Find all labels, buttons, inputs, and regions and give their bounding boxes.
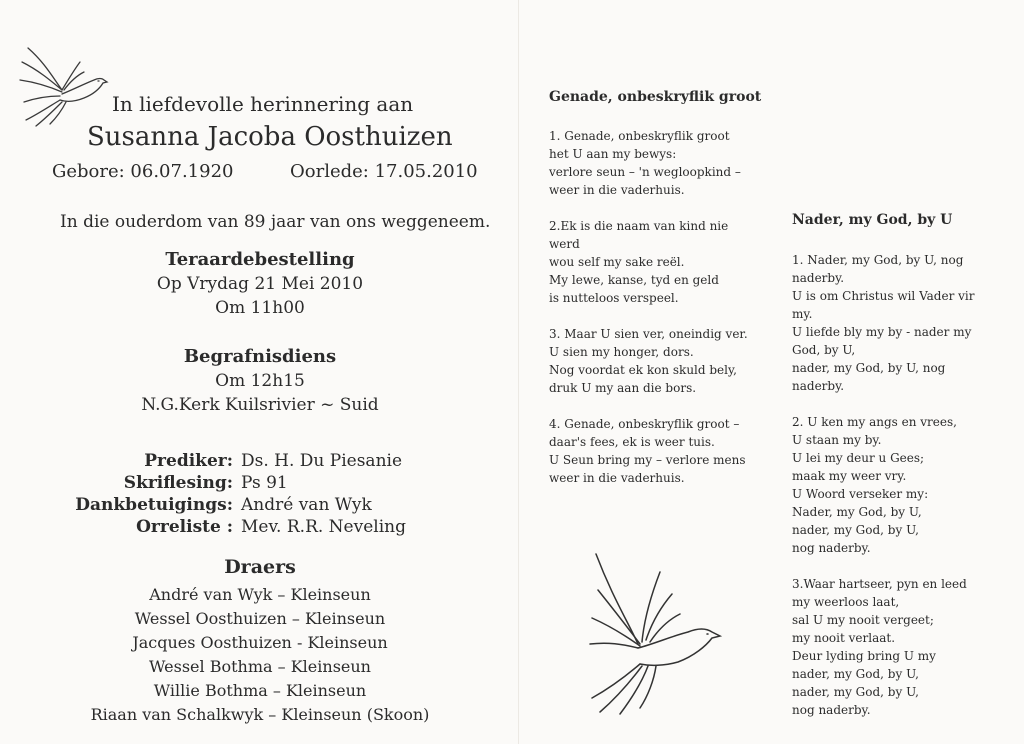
role-value: Ds. H. Du Piesanie [241, 451, 403, 471]
lyric-line: U Woord verseker my: [792, 487, 929, 501]
service-heading: Begrafnisdiens [183, 346, 337, 367]
hymn-verse [549, 217, 769, 307]
lyric-line: 1. Nader, my God, by U, nog [792, 253, 964, 267]
bearer-item: Wessel Oosthuizen – Kleinseun [134, 609, 386, 628]
lyric-line: 2.Ek is die naam van kind nie [549, 219, 729, 233]
service-section [60, 345, 460, 417]
hymn-verse [549, 415, 769, 487]
lyric-line: nog naderby. [792, 703, 871, 717]
role-label: Skriflesing: [123, 473, 233, 493]
service-place: N.G.Kerk Kuilsrivier ~ Suid [141, 395, 379, 415]
hymn1-title: Genade, onbeskryflik groot [549, 89, 762, 105]
lyric-line: Nog voordat ek kon skuld bely, [549, 363, 737, 377]
burial-section [60, 248, 460, 320]
lyric-line: My lewe, kanse, tyd en geld [549, 273, 719, 287]
hymn2-lyrics [792, 251, 1002, 737]
role-row [60, 450, 460, 472]
lyric-line: nader, my God, by U, nog [792, 361, 946, 375]
hymn-verse [549, 127, 769, 199]
lyric-line: my nooit verlaat. [792, 631, 896, 645]
lyric-line: 3.Waar hartseer, pyn en leed [792, 577, 967, 591]
bearers-list [60, 583, 460, 727]
lyric-line: nog naderby. [792, 541, 871, 555]
lyric-line: naderby. [792, 379, 845, 393]
lyric-line: naderby. [792, 271, 845, 285]
bearer-item: Wessel Bothma – Kleinseun [149, 657, 371, 676]
role-row [60, 516, 460, 538]
lyric-line: 1. Genade, onbeskryflik groot [549, 129, 730, 143]
bearer-item: André van Wyk – Kleinseun [149, 585, 371, 604]
lyric-line: U Seun bring my – verlore mens [549, 453, 746, 467]
role-label: Orreliste : [136, 517, 233, 537]
lyric-line: verlore seun – 'n wegloopkind – [549, 165, 741, 179]
lyric-line: 2. U ken my angs en vrees, [792, 415, 957, 429]
fold-line [518, 0, 519, 744]
role-label: Dankbetuigings: [75, 495, 233, 515]
lyric-line: nader, my God, by U, [792, 685, 919, 699]
hymn-verse [549, 325, 769, 397]
lyric-line: Nader, my God, by U, [792, 505, 922, 519]
hymn-verse [792, 575, 1002, 719]
lyric-line: wou self my sake reël. [549, 255, 685, 269]
lyric-line: U liefde bly my by - nader my [792, 325, 972, 339]
bearer-item: Jacques Oosthuizen - Kleinseun [132, 633, 388, 652]
role-row [60, 472, 460, 494]
lyric-line: nader, my God, by U, [792, 523, 919, 537]
hymn1-lyrics [549, 127, 769, 505]
burial-heading: Teraardebestelling [165, 249, 355, 270]
dove-large-icon [568, 548, 728, 720]
deceased-name: Susanna Jacoba Oosthuizen [87, 122, 453, 152]
hymn-verse [792, 413, 1002, 557]
roles-list [60, 450, 460, 538]
lyric-line: U lei my deur u Gees; [792, 451, 925, 465]
lyric-line: U is om Christus wil Vader vir [792, 289, 975, 303]
lyric-line: my. [792, 307, 813, 321]
hymn-verse [792, 251, 1002, 395]
hymn2-title: Nader, my God, by U [792, 212, 953, 228]
lyric-line: 4. Genade, onbeskryflik groot – [549, 417, 740, 431]
death-date: Oorlede: 17.05.2010 [290, 161, 478, 182]
lyric-line: het U aan my bewys: [549, 147, 677, 161]
lyric-line: Deur lyding bring U my [792, 649, 936, 663]
lyric-line: U sien my honger, dors. [549, 345, 694, 359]
bearer-item: Willie Bothma – Kleinseun [153, 681, 367, 700]
lyric-line: 3. Maar U sien ver, oneindig ver. [549, 327, 748, 341]
dove-small-icon [14, 40, 114, 130]
lyric-line: daar's fees, ek is weer tuis. [549, 435, 715, 449]
lyric-line: weer in die vaderhuis. [549, 183, 685, 197]
lyric-line: sal U my nooit vergeet; [792, 613, 934, 627]
role-value: Ps 91 [241, 473, 288, 493]
role-value: Mev. R.R. Neveling [241, 517, 406, 537]
bearers-heading: Draers [224, 556, 296, 578]
role-label: Prediker: [144, 451, 233, 471]
lyric-line: U staan my by. [792, 433, 882, 447]
burial-time: Om 11h00 [215, 298, 305, 318]
lyric-line: my weerloos laat, [792, 595, 900, 609]
lyric-line: werd [549, 237, 580, 251]
burial-date: Op Vrydag 21 Mei 2010 [156, 274, 364, 294]
lyric-line: druk U my aan die bors. [549, 381, 697, 395]
role-value: André van Wyk [241, 495, 372, 515]
birth-date: Gebore: 06.07.1920 [52, 161, 234, 182]
age-line: In die ouderdom van 89 jaar van ons weggeneem. [60, 212, 491, 232]
lyric-line: maak my weer vry. [792, 469, 907, 483]
lyric-line: nader, my God, by U, [792, 667, 919, 681]
bearer-item: Riaan van Schalkwyk – Kleinseun (Skoon) [90, 705, 430, 724]
lyric-line: is nutteloos verspeel. [549, 291, 679, 305]
intro-line: In liefdevolle herinnering aan [112, 92, 414, 116]
role-row [60, 494, 460, 516]
lyric-line: weer in die vaderhuis. [549, 471, 685, 485]
service-time: Om 12h15 [215, 371, 305, 391]
lyric-line: God, by U, [792, 343, 856, 357]
